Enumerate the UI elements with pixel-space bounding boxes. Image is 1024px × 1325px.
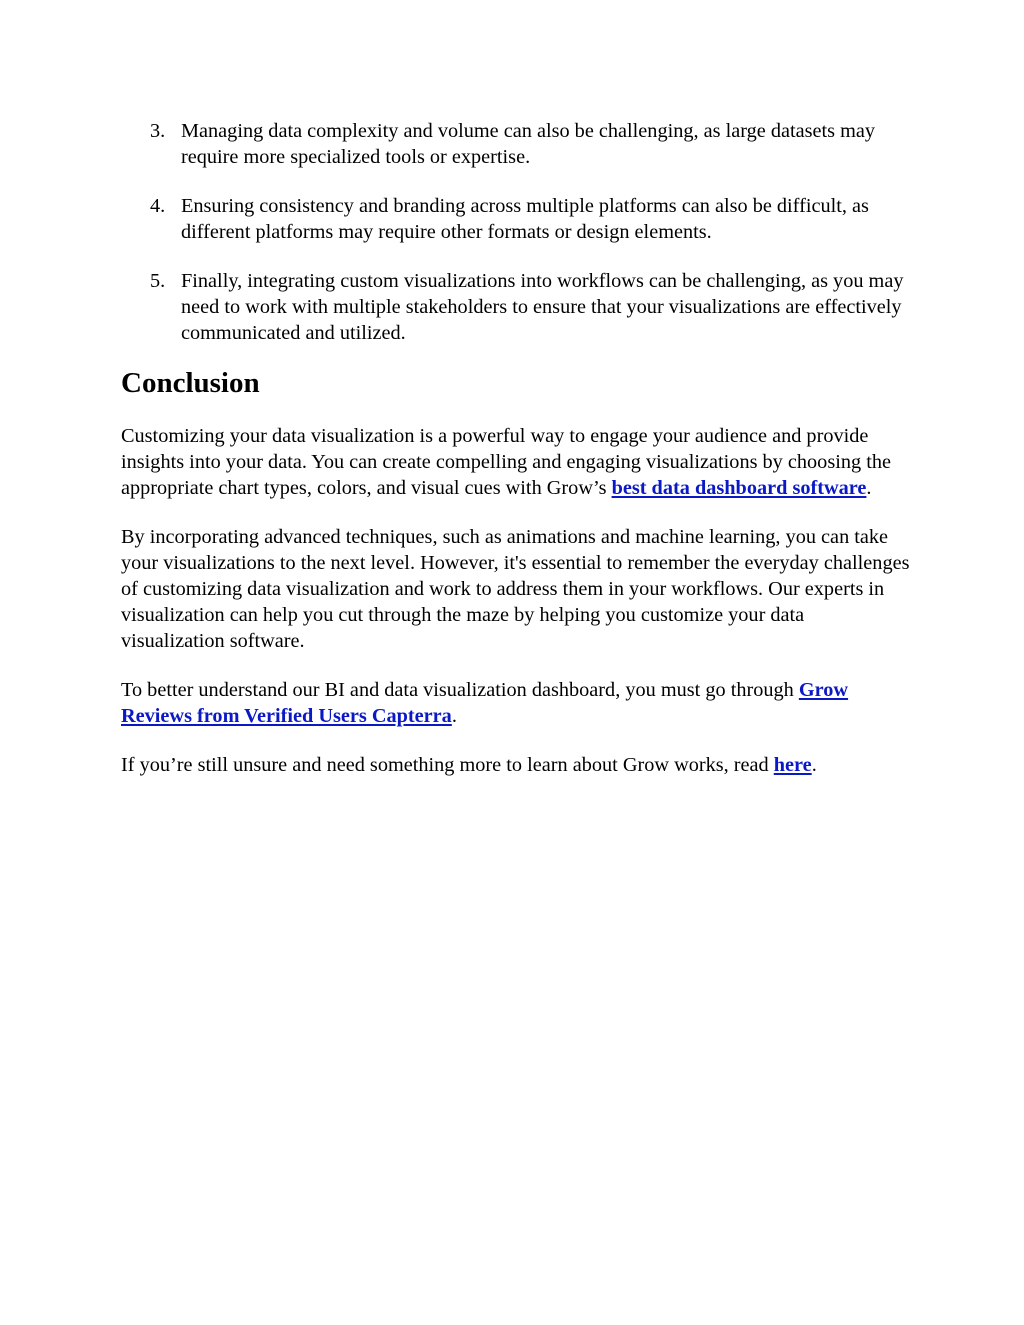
read-here-link[interactable]: here [773, 754, 812, 776]
paragraph-end: . [811, 754, 817, 776]
capterra-reviews-link[interactable]: Grow Reviews from Verified Users Capterra [121, 679, 849, 727]
challenges-list [121, 118, 911, 346]
list-item-text: Ensuring consistency and branding across multiple platforms can also be difficult, as different platforms may require other formats or design elements. [181, 195, 869, 243]
conclusion-paragraph-4 [121, 752, 911, 778]
paragraph-text: By incorporating advanced techniques, such as animations and machine learning, you can take your visualizations to the next level. However, it's essential to remember the everyday challenges of customizing data visualization and work to address them in your workflows. Our experts in visualization can help you cut through the maze by helping you customize your data visualization software. [121, 526, 910, 652]
best-data-dashboard-software-link[interactable]: best data dashboard software [611, 477, 867, 499]
document-page [121, 118, 911, 778]
list-item [121, 118, 911, 170]
conclusion-paragraph-1 [121, 423, 911, 501]
list-item-text: Finally, integrating custom visualizations into workflows can be challenging, as you may need to work with multiple stakeholders to ensure that your visualizations are effectively communicated and utilized. [181, 270, 904, 344]
list-item-number: 4. [150, 195, 166, 217]
conclusion-paragraph-2 [121, 524, 911, 654]
paragraph-text: To better understand our BI and data visualization dashboard, you must go through [121, 679, 799, 701]
paragraph-end: . [451, 705, 457, 727]
conclusion-paragraph-3 [121, 677, 911, 729]
list-item [121, 193, 911, 245]
paragraph-end: . [866, 477, 872, 499]
section-heading-conclusion: Conclusion [121, 367, 260, 399]
paragraph-text: Customizing your data visualization is a powerful way to engage your audience and provide insights into your data. You can create compelling and engaging visualizations by choosing the appropriate chart types, colors, and visual cues with Grow’s [121, 425, 891, 499]
list-item-text: Managing data complexity and volume can also be challenging, as large datasets may require more specialized tools or expertise. [181, 120, 876, 168]
list-item-number: 3. [150, 120, 166, 142]
paragraph-text: If you’re still unsure and need something more to learn about Grow works, read [121, 754, 774, 776]
list-item-number: 5. [150, 270, 166, 292]
list-item [121, 268, 911, 346]
